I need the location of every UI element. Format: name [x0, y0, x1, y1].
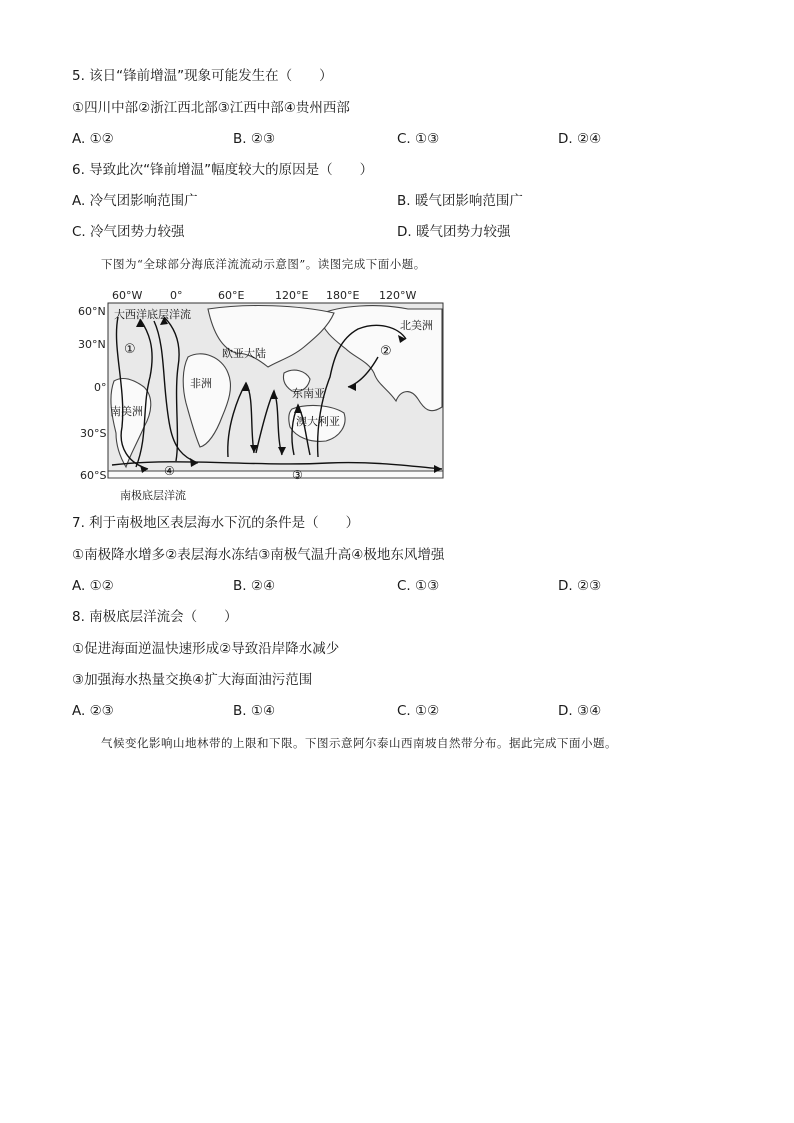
lon-label-60e: 60°E	[218, 289, 245, 302]
marker-3: ③	[292, 468, 303, 482]
q5-option-c: C. ①③	[397, 131, 440, 147]
label-atlantic-deep-current: 大西洋底层洋流	[114, 308, 191, 321]
q6-option-a: A. 冷气团影响范围广	[72, 193, 198, 209]
q8-option-a: A. ②③	[72, 703, 114, 719]
q6-option-c: C. 冷气团势力较强	[72, 224, 185, 240]
lat-label-60s: 60°S	[80, 469, 107, 482]
lon-label-120e: 120°E	[275, 289, 309, 302]
q8-option-c: C. ①②	[397, 703, 440, 719]
q8-option-b: B. ①④	[233, 703, 276, 719]
q6-stem: 6. 导致此次“锋前增温”幅度较大的原因是（ ）	[72, 162, 374, 178]
lat-label-0: 0°	[94, 381, 107, 394]
q7-statement: ①南极降水增多②表层海水冻结③南极气温升高④极地东风增强	[72, 547, 445, 563]
q8-stem: 8. 南极底层洋流会（ ）	[72, 609, 238, 625]
intro-altai-mountains: 气候变化影响山地林带的上限和下限。下图示意阿尔泰山西南坡自然带分布。据此完成下面小题。	[101, 736, 617, 750]
q5-option-b: B. ②③	[233, 131, 276, 147]
q8-option-d: D. ③④	[558, 703, 602, 719]
lon-label-120w: 120°W	[379, 289, 417, 302]
lon-label-60w: 60°W	[112, 289, 143, 302]
antarctica-strip	[108, 471, 443, 478]
lat-label-30s: 30°S	[80, 427, 107, 440]
marker-4: ④	[164, 464, 175, 478]
q7-option-d: D. ②③	[558, 578, 602, 594]
q7-stem: 7. 利于南极地区表层海水下沉的条件是（ ）	[72, 515, 360, 531]
label-australia: 澳大利亚	[296, 415, 340, 428]
lat-label-30n: 30°N	[78, 338, 106, 351]
q5-option-a: A. ①②	[72, 131, 114, 147]
q5-statement: ①四川中部②浙江西北部③江西中部④贵州西部	[72, 100, 350, 116]
label-africa: 非洲	[190, 377, 212, 390]
ocean-current-map	[78, 287, 450, 507]
q7-option-c: C. ①③	[397, 578, 440, 594]
q8-statement-2: ③加强海水热量交换④扩大海面油污范围	[72, 672, 313, 688]
marker-1: ①	[124, 342, 136, 357]
intro-ocean-currents: 下图为“全球部分海底洋流流动示意图”。读图完成下面小题。	[101, 257, 426, 271]
label-southeast-asia: 东南亚	[292, 387, 325, 400]
label-south-america: 南美洲	[110, 405, 143, 418]
q8-statement-1: ①促进海面逆温快速形成②导致沿岸降水减少	[72, 641, 340, 657]
label-eurasia: 欧亚大陆	[222, 347, 266, 360]
q7-option-b: B. ②④	[233, 578, 276, 594]
label-north-america: 北美洲	[400, 319, 433, 332]
lat-label-60n: 60°N	[78, 305, 106, 318]
q6-option-d: D. 暖气团势力较强	[397, 224, 511, 240]
marker-2: ②	[380, 344, 392, 359]
q7-option-a: A. ①②	[72, 578, 114, 594]
q5-option-d: D. ②④	[558, 131, 602, 147]
lon-label-0: 0°	[170, 289, 183, 302]
label-antarctic-bottom-current: 南极底层洋流	[120, 489, 186, 502]
lon-label-180e: 180°E	[326, 289, 360, 302]
q6-option-b: B. 暖气团影响范围广	[397, 193, 523, 209]
q5-stem: 5. 该日“锋前增温”现象可能发生在（ ）	[72, 68, 333, 84]
